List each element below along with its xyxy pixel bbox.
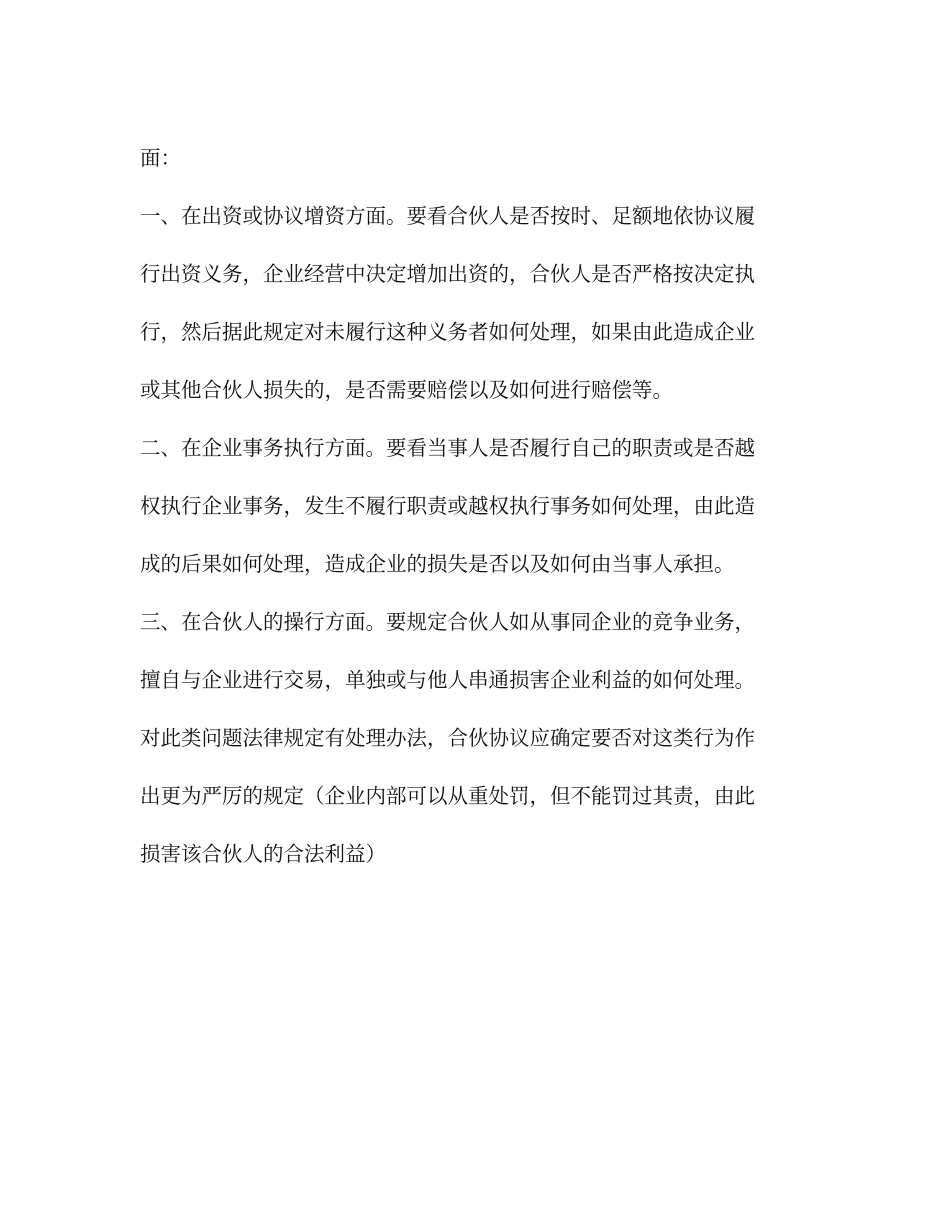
text-line: 出更为严厉的规定（企业内部可以从重处罚，但不能罚过其责，由此 (140, 784, 755, 808)
text-line: 面： (140, 146, 181, 170)
text-line: 擅自与企业进行交易，单独或与他人串通损害企业利益的如何处理。 (140, 668, 755, 692)
text-line: 二、在企业事务执行方面。要看当事人是否履行自己的职责或是否越 (140, 436, 755, 460)
text-line: 对此类问题法律规定有处理办法，合伙协议应确定要否对这类行为作 (140, 726, 755, 750)
document-body (140, 136, 800, 890)
text-line: 三、在合伙人的操行方面。要规定合伙人如从事同企业的竞争业务， (140, 610, 755, 634)
text-line: 损害该合伙人的合法利益） (140, 842, 386, 866)
text-line: 或其他合伙人损失的，是否需要赔偿以及如何进行赔偿等。 (140, 378, 673, 402)
text-line: 行出资义务，企业经营中决定增加出资的，合伙人是否严格按决定执 (140, 262, 755, 286)
text-line: 一、在出资或协议增资方面。要看合伙人是否按时、足额地依协议履 (140, 204, 755, 228)
text-line: 行，然后据此规定对未履行这种义务者如何处理，如果由此造成企业 (140, 320, 755, 344)
text-line: 成的后果如何处理，造成企业的损失是否以及如何由当事人承担。 (140, 552, 735, 576)
text-line: 权执行企业事务，发生不履行职责或越权执行事务如何处理，由此造 (140, 494, 755, 518)
